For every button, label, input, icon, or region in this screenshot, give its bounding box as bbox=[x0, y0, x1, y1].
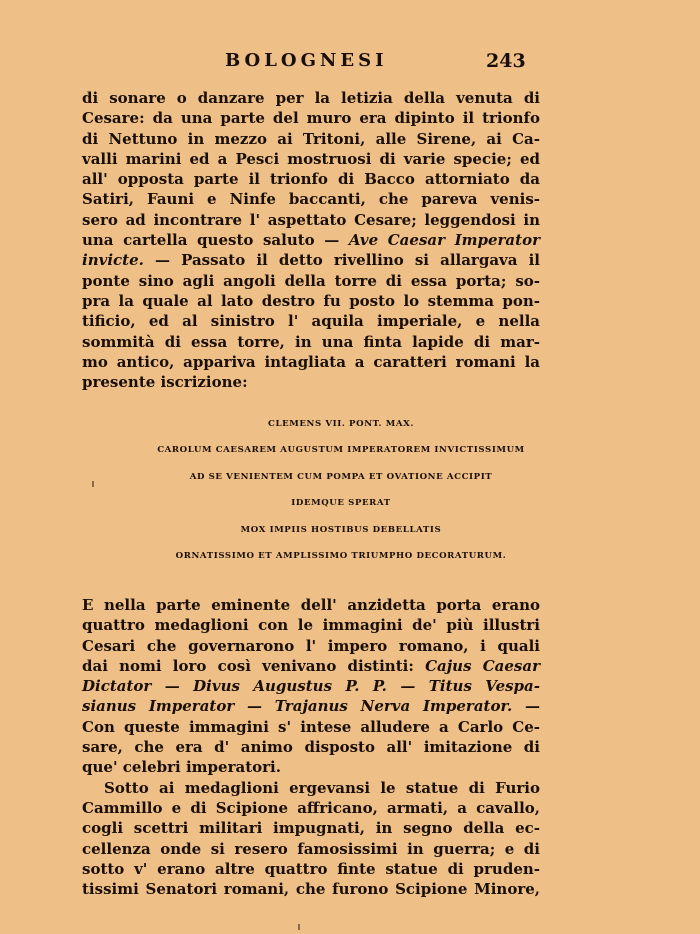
text-segment: — Passato il detto rivellino si allargava il bbox=[143, 251, 540, 270]
text-line: pra la quale al lato destro fu posto lo stemma pon- bbox=[82, 291, 540, 310]
text-line: tificio, ed al sinistro l' aquila imperiale, e nella bbox=[82, 312, 540, 331]
inscription-line: MOX IMPIIS HOSTIBUS DEBELLATIS bbox=[240, 524, 442, 535]
text-line: cogli scettri militari impugnati, in segno della ec- bbox=[82, 819, 540, 838]
text-line: sero ad incontrare l' aspettato Cesare; leggendosi in bbox=[82, 210, 540, 229]
text-line: mo antico, appariva intagliata a caratteri romani la bbox=[82, 352, 540, 371]
text-line: di Nettuno in mezzo ai Tritoni, alle Sirene, ai Ca- bbox=[82, 129, 540, 148]
inscription-line: IDEMQUE SPERAT bbox=[291, 498, 391, 509]
text-line: Cesare: da una parte del muro era dipinto il trionfo bbox=[82, 109, 540, 128]
text-line: Sotto ai medaglioni ergevansi le statue di Furio bbox=[104, 778, 540, 797]
bottom-speck bbox=[298, 924, 300, 930]
text-line: Cammillo e di Scipione affricano, armati, a cavallo, bbox=[82, 798, 540, 817]
text-line: ponte sino agli angoli della torre di essa porta; so- bbox=[82, 271, 540, 290]
paragraph-bottom bbox=[82, 595, 540, 899]
italic-segment: Ave Caesar Imperator bbox=[348, 231, 540, 250]
margin-speck bbox=[92, 481, 94, 487]
text-line: all' opposta parte il trionfo di Bacco attorniato da bbox=[82, 170, 540, 189]
text-line bbox=[82, 250, 540, 270]
text-segment: una cartella questo saluto — bbox=[82, 231, 349, 250]
text-line: sotto v' erano altre quattro finte statue di pruden- bbox=[82, 859, 540, 878]
text-line bbox=[82, 656, 540, 676]
text-segment: dai nomi loro così venivano distinti: bbox=[82, 656, 426, 675]
text-line: Satiri, Fauni e Ninfe baccanti, che pareva venis- bbox=[82, 190, 540, 209]
text-line: Con queste immagini s' intese alludere a Carlo Ce- bbox=[82, 717, 540, 736]
text-line: E nella parte eminente dell' anzidetta porta erano bbox=[82, 596, 540, 614]
italic-segment: invicte. bbox=[82, 251, 144, 270]
inscription bbox=[82, 414, 600, 572]
inscription-line: ORNATISSIMO ET AMPLISSIMO TRIUMPHO DECORATURUM. bbox=[175, 550, 507, 561]
text-line: di sonare o danzare per la letizia della venuta di bbox=[82, 89, 540, 107]
text-line bbox=[82, 230, 540, 250]
page-number: 243 bbox=[486, 50, 526, 72]
text-line: que' celebri imperatori. bbox=[82, 758, 281, 777]
italic-segment: Cajus Caesar bbox=[425, 656, 540, 675]
text-line: valli marini ed a Pesci mostruosi di varie specie; ed bbox=[82, 149, 540, 168]
text-line: quattro medaglioni con le immagini de' più illustri bbox=[82, 616, 540, 635]
text-segment: — bbox=[512, 697, 540, 716]
italic-segment: Dictator — Divus Augustus P. P. — Titus Vespa- bbox=[82, 677, 540, 696]
text-line: Cesari che governarono l' impero romano, i quali bbox=[82, 636, 540, 655]
text-line: cellenza onde si resero famosissimi in guerra; e di bbox=[82, 839, 540, 858]
text-line bbox=[82, 696, 540, 716]
text-line bbox=[82, 676, 540, 696]
text-line: presente iscrizione: bbox=[82, 373, 248, 392]
text-line: sommità di essa torre, in una finta lapide di mar- bbox=[82, 332, 540, 351]
paragraph-top bbox=[82, 88, 540, 392]
text-line: tissimi Senatori romani, che furono Scipione Minore, bbox=[82, 880, 540, 899]
page-header bbox=[0, 50, 700, 74]
inscription-line: CLEMENS VII. PONT. MAX. bbox=[268, 419, 414, 429]
inscription-line: CAROLUM CAESAREM AUGUSTUM IMPERATOREM INVICTISSIMUM bbox=[157, 445, 525, 456]
running-head: BOLOGNESI bbox=[225, 50, 388, 71]
text-line: sare, che era d' animo disposto all' imitazione di bbox=[82, 738, 540, 757]
italic-segment: sianus Imperator — Trajanus Nerva Imperator. bbox=[82, 697, 513, 716]
inscription-line: AD SE VENIENTEM CUM POMPA ET OVATIONE ACCIPIT bbox=[189, 471, 493, 482]
